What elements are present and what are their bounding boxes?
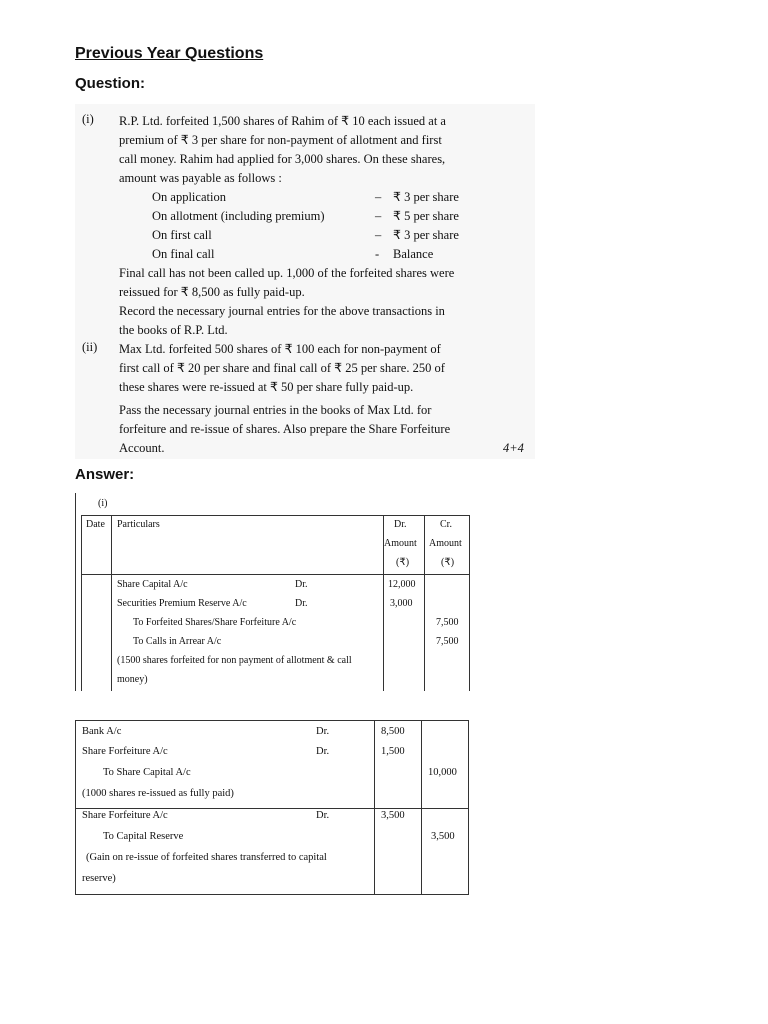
column-header-dr-unit: (₹) [396, 557, 410, 568]
page-title: Previous Year Questions [75, 45, 264, 62]
column-header-dr: Dr. [394, 519, 407, 530]
entry-particulars: Share Forfeiture A/c [82, 810, 168, 821]
entry-cr-amount: 3,500 [431, 831, 455, 842]
entry-dr-amount: 1,500 [381, 746, 405, 757]
entry-cr-amount: 7,500 [436, 617, 459, 628]
question-text-line: Record the necessary journal entries for the above transactions in [119, 304, 445, 318]
schedule-dash: – [375, 209, 382, 223]
journal-table-2 [75, 720, 469, 895]
schedule-label: On first call [152, 228, 212, 242]
entry-dr-mark: Dr. [316, 726, 330, 737]
marks: 4+4 [503, 441, 524, 455]
entry-particulars: To Calls in Arrear A/c [133, 636, 222, 647]
question-text-line: Final call has not been called up. 1,000 of the forfeited shares were [119, 266, 455, 280]
entry-dr-amount: 3,500 [381, 810, 405, 821]
entry-cr-amount: 7,500 [436, 636, 459, 647]
question-block [75, 104, 535, 459]
entry-particulars: Share Capital A/c [117, 579, 188, 590]
entry-dr-mark: Dr. [316, 746, 330, 757]
entry-dr-amount: 8,500 [381, 726, 405, 737]
question-text-line: these shares were re-issued at ₹ 50 per share fully paid-up. [119, 380, 414, 394]
entry-particulars: Share Forfeiture A/c [82, 746, 168, 757]
entry-narration: money) [117, 674, 148, 685]
question-text-line: amount was payable as follows : [119, 171, 282, 185]
schedule-dash: – [375, 190, 382, 204]
question-text-line: forfeiture and re-issue of shares. Also prepare the Share Forfeiture [119, 422, 451, 436]
question-text-line: call money. Rahim had applied for 3,000 shares. On these shares, [119, 152, 446, 166]
entry-particulars: Bank A/c [82, 726, 122, 737]
question-text-line: premium of ₹ 3 per share for non-payment of allotment and first [119, 133, 442, 147]
entry-cr-amount: 10,000 [428, 767, 457, 778]
schedule-label: On allotment (including premium) [152, 209, 325, 223]
answer-label: Answer: [75, 466, 135, 483]
schedule-dash: - [375, 247, 380, 261]
column-header-dr-amount: Amount [384, 538, 417, 549]
entry-narration: reserve) [82, 873, 116, 884]
schedule-amount: ₹ 3 per share [393, 190, 459, 204]
entry-narration: (Gain on re-issue of forfeited shares transferred to capital [86, 852, 327, 863]
question-text-line: R.P. Ltd. forfeited 1,500 shares of Rahim of ₹ 10 each issued at a [119, 114, 446, 128]
question-2-number: (ii) [82, 340, 98, 354]
column-header-date: Date [86, 519, 105, 530]
entry-narration: (1500 shares forfeited for non payment of allotment & call [117, 655, 352, 666]
entry-particulars: To Share Capital A/c [103, 767, 191, 778]
schedule-dash: – [375, 228, 382, 242]
column-header-cr-unit: (₹) [441, 557, 455, 568]
question-text-line: Pass the necessary journal entries in the books of Max Ltd. for [119, 403, 432, 417]
entry-particulars: To Forfeited Shares/Share Forfeiture A/c [133, 617, 297, 628]
entry-particulars: To Capital Reserve [103, 831, 184, 842]
question-text-line: first call of ₹ 20 per share and final call of ₹ 25 per share. 250 of [119, 361, 445, 375]
question-text-line: Max Ltd. forfeited 500 shares of ₹ 100 each for non-payment of [119, 342, 441, 356]
schedule-label: On application [152, 190, 226, 204]
journal-table-1 [75, 493, 470, 691]
column-header-cr: Cr. [440, 519, 452, 530]
entry-narration: (1000 shares re-issued as fully paid) [82, 788, 234, 799]
entry-dr-mark: Dr. [295, 598, 308, 609]
question-label: Question: [75, 75, 145, 92]
question-text-line: reissued for ₹ 8,500 as fully paid-up. [119, 285, 305, 299]
question-text-line: Account. [119, 441, 165, 455]
entry-dr-mark: Dr. [295, 579, 308, 590]
schedule-amount: ₹ 3 per share [393, 228, 459, 242]
schedule-label: On final call [152, 247, 215, 261]
answer-part-label: (i) [98, 498, 108, 509]
entry-particulars: Securities Premium Reserve A/c [117, 598, 247, 609]
schedule-amount: Balance [393, 247, 434, 261]
schedule-amount: ₹ 5 per share [393, 209, 459, 223]
column-header-cr-amount: Amount [429, 538, 462, 549]
entry-dr-mark: Dr. [316, 810, 330, 821]
question-text-line: the books of R.P. Ltd. [119, 323, 228, 337]
question-1-number: (i) [82, 112, 94, 126]
entry-dr-amount: 3,000 [390, 598, 413, 609]
column-header-particulars: Particulars [117, 519, 160, 530]
entry-dr-amount: 12,000 [388, 579, 416, 590]
